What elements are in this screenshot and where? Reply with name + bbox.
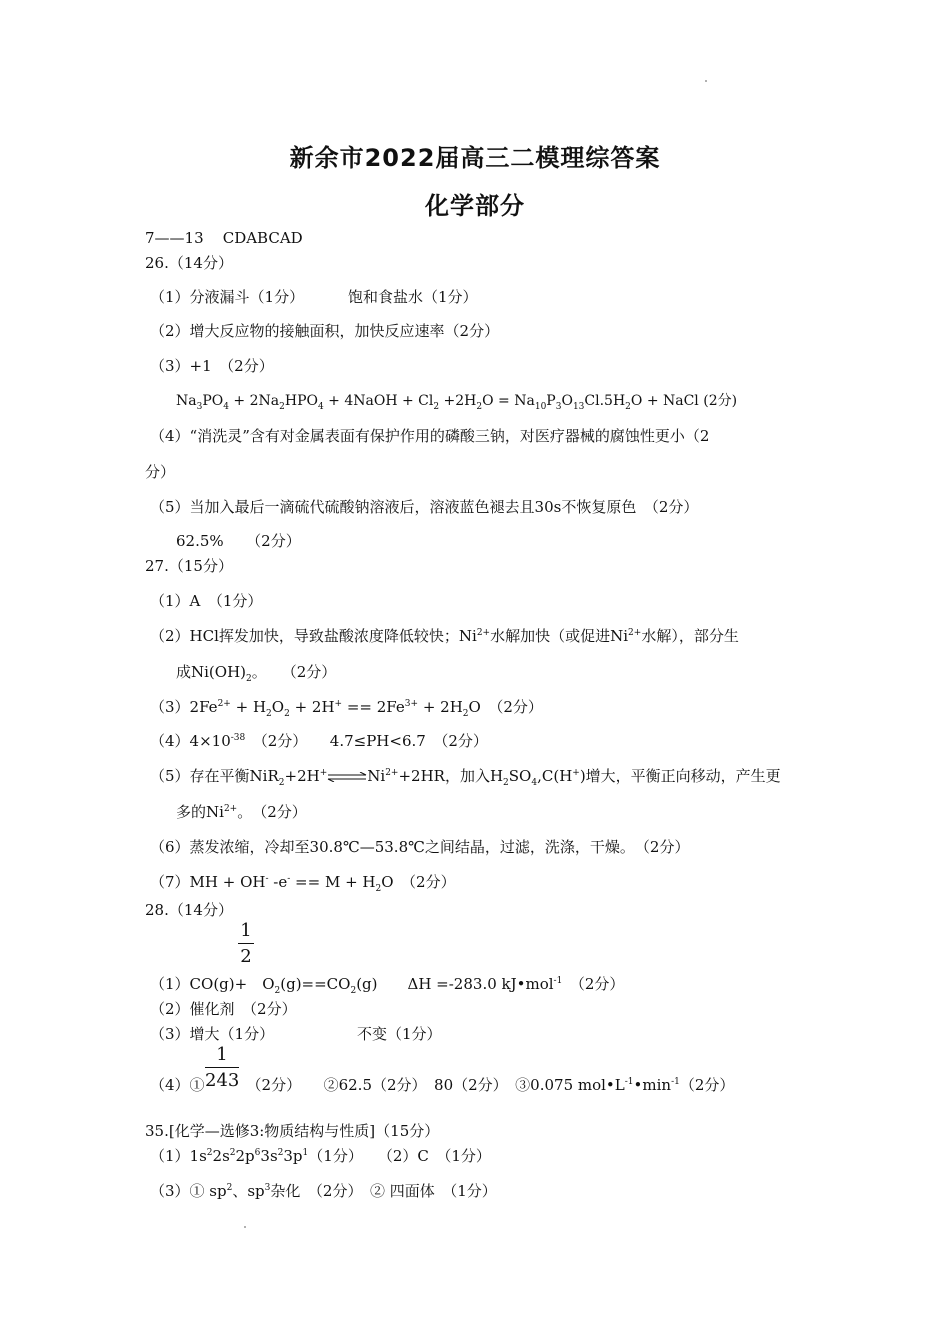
q26-answer-5b: 62.5% （2分） bbox=[176, 532, 301, 550]
q26-heading: 26.（14分） bbox=[145, 254, 233, 272]
q26-answer-2: （2）增大反应物的接触面积，加快反应速率（2分） bbox=[150, 322, 500, 340]
q35-answer-3: （3）① $sp^2$、$sp^3$杂化 （2分） ② 四面体 （1分） bbox=[150, 1182, 497, 1200]
q28-heading: 28.（14分） bbox=[145, 901, 233, 919]
q27-answer-4: $(4)4\times 10^{-38}$ （2分） 4.7≤PH<6.7 （2分） bbox=[150, 732, 488, 750]
mc-answers bbox=[145, 228, 303, 248]
q27-answer-7: （7）MH + OH- $-e^- == M + H_2O$ （2分） bbox=[150, 873, 456, 894]
q27-answer-1: （1）A （1分） bbox=[150, 592, 263, 610]
fraction-one-half: 1 2 bbox=[238, 920, 254, 967]
q28-answer-2: （2）催化剂 （2分） bbox=[150, 1000, 297, 1018]
q28-answer-3b: 不变（1分） bbox=[357, 1025, 442, 1043]
mc-range: 7——13 bbox=[145, 229, 204, 247]
q27-answer-5: （5）存在平衡NiR$_2$+2H+ $Ni^{2+}+2HR$，加入$H_2SO_4,C(H^+)$增大，平衡正向移动，产生更 bbox=[150, 767, 781, 788]
q26-answer-4-cont: 分） bbox=[145, 463, 176, 481]
q26-answer-4: （4）“消洗灵”含有对金属表面有保护作用的磷酸三钠，对医疗器械的腐蚀性更小（2 bbox=[150, 427, 710, 445]
scan-speck bbox=[705, 80, 707, 82]
equilibrium-arrow-icon bbox=[327, 772, 367, 782]
mc-letters: CDABCAD bbox=[222, 229, 303, 247]
fraction-one-over-243: 1 243 bbox=[205, 1044, 240, 1091]
q27-heading: 27.（15分） bbox=[145, 557, 233, 575]
q35-heading: 35.[化学—选修3:物质结构与性质]（15分） bbox=[145, 1122, 440, 1140]
q27-answer-2: （2）HCl挥发加快，导致盐酸浓度降低较快；$Ni^{2+}$水解加快（或促进$Ni^{2+}$水解），部分生 bbox=[150, 627, 739, 645]
q26-equation: $Na_3PO_4 + 2Na_2HPO_4$ + 4NaOH + $Cl_2 +2H_2O = Na_{10}P_3O_{13}Cl.5H_2O$ + NaCl (2分) bbox=[176, 393, 738, 412]
q28-answer-1: （1）CO(g)+ $O_2(g)==CO_2(g)$ ΔH =-283.0 kJ•mol$^{-1}$ （2分） bbox=[150, 975, 625, 996]
q27-answer-3: $(3)2Fe^{2+} + H_2O_2 + 2H^+ == 2Fe^{3+} + 2H_2O$ （2分） bbox=[150, 698, 543, 719]
q35-answer-1: $(1)1s^22s^22p^63s^23p^1(1$分） （2）C （1分） bbox=[150, 1147, 491, 1165]
section-title: 化学部分 bbox=[425, 192, 525, 220]
page-title: 新余市2022届高三二模理综答案 bbox=[289, 144, 661, 172]
q26-answer-5: （5）当加入最后一滴硫代硫酸钠溶液后，溶液蓝色褪去且30s不恢复原色 （2分） bbox=[150, 498, 699, 516]
q28-answer-4: （4）① （2分） ②62.5（2分） 80（2分） ③0.075 $mol•L^{-1}•\min^{-1}(2$分） bbox=[150, 1076, 735, 1094]
q27-answer-2-cont: 成$Ni(OH)_2$。 （2分） bbox=[176, 663, 337, 684]
q26-answer-3: （3）+1 （2分） bbox=[150, 357, 274, 375]
q27-answer-6: （6）蒸发浓缩，冷却至30.8℃—53.8℃之间结晶，过滤，洗涤，干燥。 （2分） bbox=[150, 838, 690, 856]
q27-answer-5-cont: 多的$Ni^{2+}$。 （2分） bbox=[176, 803, 307, 821]
q28-answer-3: （3）增大（1分） bbox=[150, 1025, 275, 1043]
scan-speck-2 bbox=[244, 1226, 246, 1228]
q26-answer-1: （1）分液漏斗（1分） bbox=[150, 288, 305, 306]
q26-answer-1b: 饱和食盐水（1分） bbox=[348, 288, 478, 306]
